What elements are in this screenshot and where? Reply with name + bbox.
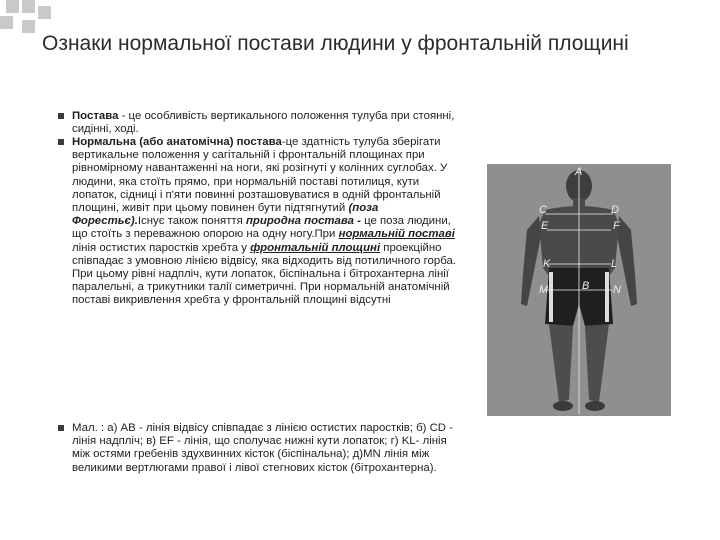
label-e: E xyxy=(541,220,549,232)
label-c: C xyxy=(539,204,547,216)
bullet-text xyxy=(72,136,458,308)
spine-line-text: лінія остистих паростків хребта у xyxy=(72,241,251,254)
term-posture: Постава xyxy=(72,110,119,122)
plumb-line-text: проекційно співпадає з умовною лінією відвісу, яка відходить від потиличного горба. При цьому рівні надпліч, кути лопаток, біспінальна і бітрохантерна лінії паралельні, а трикутники талії симетричні. При нормальній анатомічній поставі викривлення хребта у фронтальній площині відсутні xyxy=(72,241,456,307)
label-f: F xyxy=(613,220,620,232)
term-normal-posture: Нормальна (або анатомічна) постава xyxy=(72,136,282,148)
figure-caption: Мал. : а) АВ - лінія відвісу співпадає з лінією остистих паростків; б) CD - лінія надпліч; в) EF - лінія, що сполучає нижні кути лопаток; г) KL- лінія між остями гребенів здухвинних кісток (біспінальна); д)MN лінія між великими вертлюгами правої і лівої стегнових кісток (бітрохантерна). xyxy=(72,422,453,474)
label-m: M xyxy=(539,284,549,296)
label-n: N xyxy=(613,284,621,296)
posture-figure xyxy=(487,164,671,416)
natural-posture-term: природна постава - xyxy=(245,215,361,228)
bullet-marker xyxy=(58,139,64,145)
label-d: D xyxy=(611,204,619,216)
human-back-illustration xyxy=(487,164,671,416)
posture-definition: - це особливість вертикального положення тулуба при стоянні, сидінні, ході. xyxy=(72,110,455,136)
slide-title: Ознаки нормальної постави людини у фронтальній площині xyxy=(42,32,629,55)
bullet-marker xyxy=(58,425,64,431)
natural-posture-intro: Існує також поняття xyxy=(137,215,246,228)
normal-posture-term: нормальній поставі xyxy=(338,228,455,241)
natural-posture-text: це поза людини, що стоїть з переважною опорою на одну ногу.При xyxy=(72,215,451,241)
label-a: A xyxy=(575,166,583,178)
label-b: B xyxy=(582,280,590,292)
bullet-text xyxy=(72,110,458,136)
bullet-marker xyxy=(58,113,64,119)
foresier-pose: (поза Форестьє). xyxy=(72,202,379,228)
normal-posture-text: -це здатність тулуба зберігати вертикальне положення у сагітальній і фронтальній площинах при рівномірному навантаженні на ноги, які розігнуті у колінних суглобах. У людини, яка стоїть прямо, при нормальній поставі потилиця, кути лопаток, сідниці і п'яти повинні розташовуватися в одній фронтальній площині, живіт при цьому повинен бути підтягнутий xyxy=(72,136,448,215)
label-k: K xyxy=(543,258,551,270)
label-l: L xyxy=(611,258,618,270)
frontal-plane-term: фронтальній площині xyxy=(250,241,381,254)
